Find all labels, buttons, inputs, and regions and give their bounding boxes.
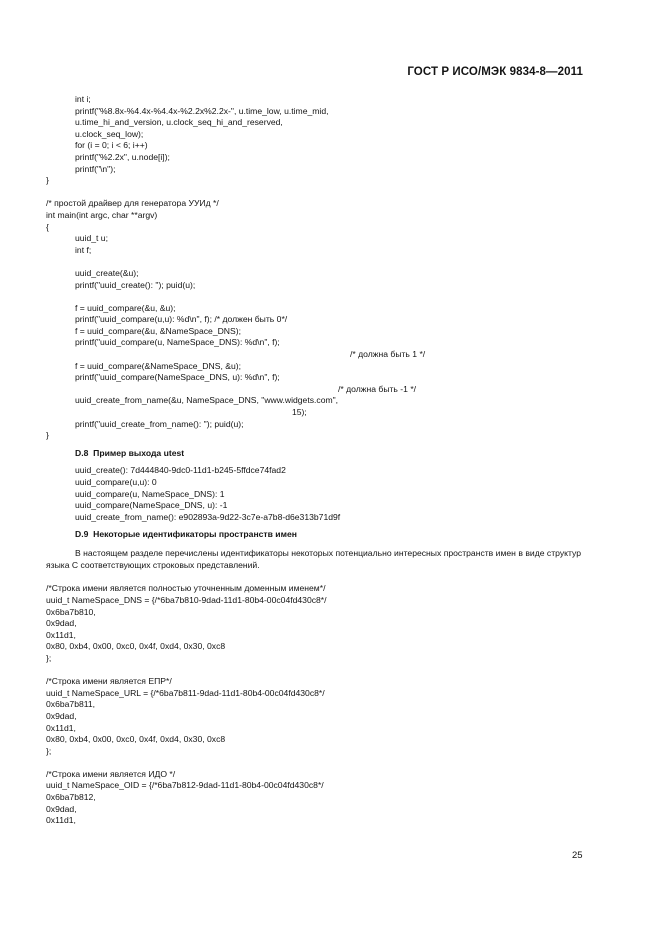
output-line: uuid_create(): 7d444840-9dc0-11d1-b245-5ffdce74fad2	[75, 465, 286, 476]
code-line: u.clock_seq_low);	[75, 128, 144, 139]
code-line: 0x9dad,	[46, 618, 77, 629]
code-line: /* должна быть 1 */	[350, 349, 426, 360]
code-line: u.time_hi_and_version, u.clock_seq_hi_and_reserved,	[75, 117, 283, 128]
code-line: printf("%2.2x", u.node[i]);	[75, 151, 170, 162]
code-line: /*Строка имени является полностью уточненным доменным именем*/	[46, 583, 326, 594]
code-line: 0x6ba7b812,	[46, 792, 96, 803]
document-body	[46, 94, 586, 827]
code-line: f = uuid_compare(&u, &NameSpace_DNS);	[75, 325, 241, 336]
code-line: int f;	[75, 244, 92, 255]
code-line: printf("uuid_create(): "); puid(u);	[75, 279, 196, 290]
code-line: 0x11d1,	[46, 722, 76, 733]
section-d9-paragraph: В настоящем разделе перечислены идентификаторы некоторых потенциально интересных пространств имен в виде структур языка С соответствующих строковых представлений.	[46, 547, 581, 571]
code-line: 0x6ba7b810,	[46, 606, 96, 617]
code-line: uuid_t NameSpace_DNS = {/*6ba7b810-9dad-11d1-80b4-00c04fd430c8*/	[46, 594, 327, 605]
section-heading-d8: D.8 Пример выхода utest	[75, 447, 185, 458]
document-header: ГОСТ Р ИСО/МЭК 9834-8—2011	[407, 66, 583, 78]
code-line: };	[46, 652, 52, 663]
code-line: /* должна быть -1 */	[338, 383, 417, 394]
code-line: 0x11d1,	[46, 629, 76, 640]
page-number: 25	[572, 850, 583, 861]
code-line: printf("uuid_create_from_name(): "); puid(u);	[75, 418, 244, 429]
code-line: uuid_create(&u);	[75, 267, 139, 278]
code-line: 0x80, 0xb4, 0x00, 0xc0, 0x4f, 0xd4, 0x30, 0xc8	[46, 734, 226, 745]
code-line: 0x6ba7b811,	[46, 699, 96, 710]
code-line: f = uuid_compare(&u, &u);	[75, 302, 176, 313]
output-line: uuid_compare(NameSpace_DNS, u): -1	[75, 500, 228, 511]
code-line: printf("uuid_compare(u,u): %d\n", f); /* должен быть 0*/	[75, 314, 288, 325]
code-line: 0x9dad,	[46, 710, 77, 721]
code-line: f = uuid_compare(&NameSpace_DNS, &u);	[75, 360, 241, 371]
code-line: printf("%8.8x-%4.4x-%4.4x-%2.2x%2.2x-", u.time_low, u.time_mid,	[75, 105, 329, 116]
code-line: uuid_t NameSpace_URL = {/*6ba7b811-9dad-11d1-80b4-00c04fd430c8*/	[46, 687, 325, 698]
code-line: 0x80, 0xb4, 0x00, 0xc0, 0x4f, 0xd4, 0x30, 0xc8	[46, 641, 226, 652]
code-line: 0x11d1,	[46, 815, 76, 826]
code-line: };	[46, 745, 52, 756]
code-line: }	[46, 430, 49, 441]
code-line: uuid_t u;	[75, 233, 108, 244]
code-line: int i;	[75, 94, 91, 104]
code-line: for (i = 0; i < 6; i++)	[75, 140, 148, 151]
blank-line	[46, 187, 586, 199]
code-line: int main(int argc, char **argv)	[46, 209, 158, 220]
blank-line	[46, 291, 586, 303]
code-line: uuid_t NameSpace_OID = {/*6ba7b812-9dad-11d1-80b4-00c04fd430c8*/	[46, 780, 324, 791]
code-line: }	[46, 175, 49, 186]
output-line: uuid_compare(u, NameSpace_DNS): 1	[75, 488, 225, 499]
code-line: printf("\n");	[75, 163, 116, 174]
code-line: 0x9dad,	[46, 803, 77, 814]
code-line: 15);	[292, 407, 307, 418]
blank-line	[46, 757, 586, 769]
code-line: printf("uuid_compare(NameSpace_DNS, u): %d\n", f);	[75, 372, 280, 383]
code-line: {	[46, 221, 49, 232]
section-heading-d9: D.9 Некоторые идентификаторы пространств имен	[75, 529, 297, 540]
code-line: /*Строка имени является ИДО */	[46, 768, 176, 779]
code-line: printf("uuid_compare(u, NameSpace_DNS): %d\n", f);	[75, 337, 280, 348]
blank-line	[46, 665, 586, 677]
code-line: uuid_create_from_name(&u, NameSpace_DNS, "www.widgets.com",	[75, 395, 339, 406]
code-block-namespaces	[46, 583, 586, 826]
code-block-driver	[46, 94, 586, 442]
output-line: uuid_create_from_name(): e902893a-9d22-3c7e-a7b8-d6e313b71d9f	[75, 511, 341, 522]
code-block-utest-output	[46, 465, 586, 523]
output-line: uuid_compare(u,u): 0	[75, 477, 157, 487]
code-line: /* простой драйвер для генератора УУИд */	[46, 198, 219, 209]
code-line: /*Строка имени является ЕПР*/	[46, 676, 172, 687]
blank-line	[46, 256, 586, 268]
